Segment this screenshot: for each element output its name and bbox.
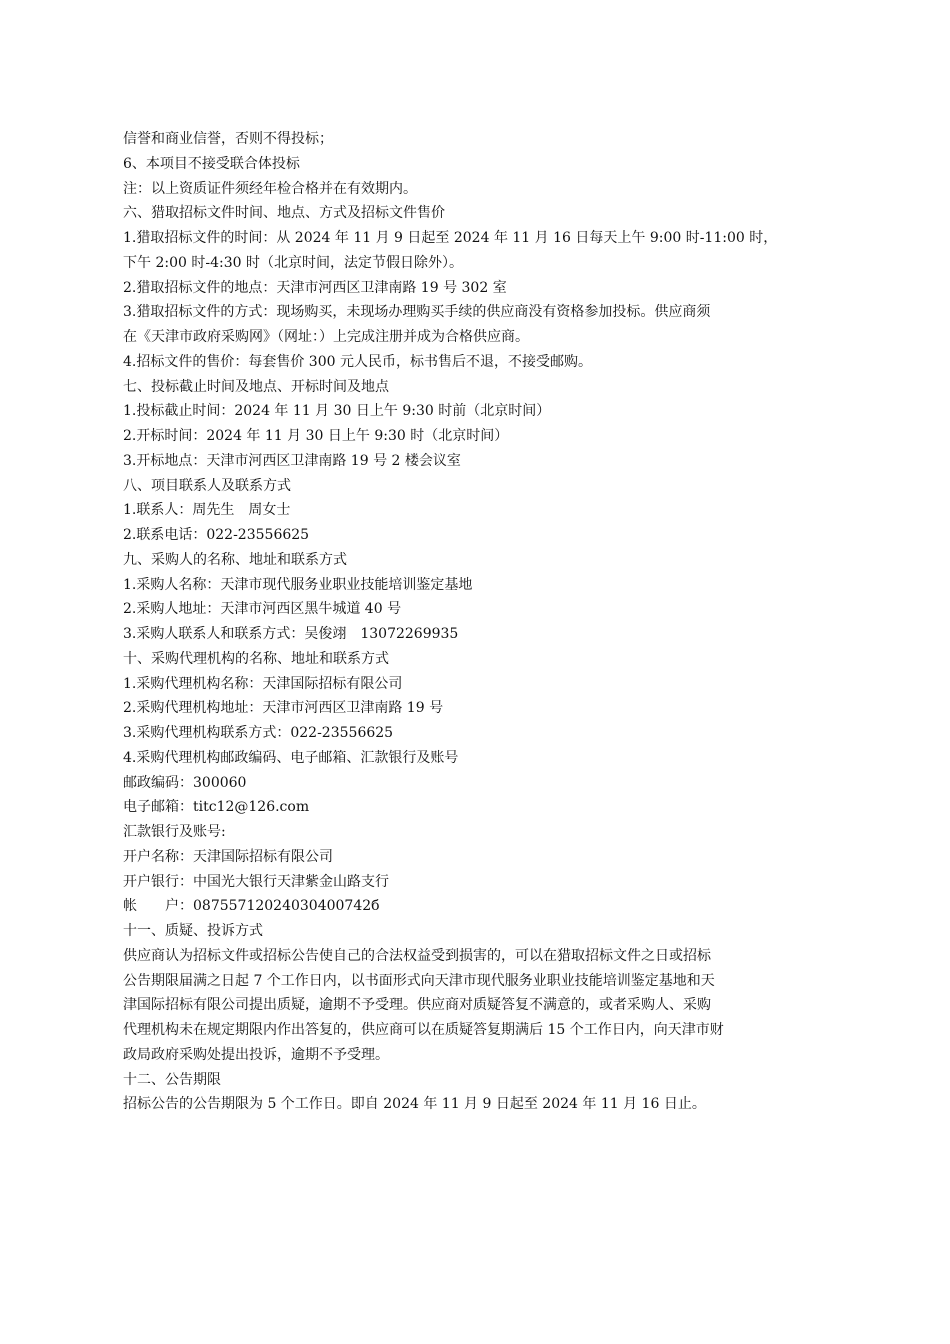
text-line: 1.投标截止时间：2024 年 11 月 30 日上午 9:30 时前（北京时间） bbox=[123, 403, 551, 420]
text-line: 信誉和商业信誉，否则不得投标； bbox=[123, 131, 333, 147]
section-heading: 九、采购人的名称、地址和联系方式 bbox=[123, 551, 347, 568]
section-heading: 十、采购代理机构的名称、地址和联系方式 bbox=[123, 650, 389, 667]
section-heading: 八、项目联系人及联系方式 bbox=[123, 477, 291, 494]
text-line: 3.猎取招标文件的方式：现场购买，未现场办理购买手续的供应商没有资格参加投标。供应商须 bbox=[123, 304, 711, 321]
text-line: 1.联系人：周先生 周女士 bbox=[123, 502, 291, 519]
section-heading: 十一、质疑、投诉方式 bbox=[123, 923, 263, 939]
text-line: 津国际招标有限公司提出质疑，逾期不予受理。供应商对质疑答复不满意的，或者采购人、采购 bbox=[123, 997, 711, 1014]
text-line: 政局政府采购处提出投诉，逾期不予受理。 bbox=[123, 1046, 389, 1063]
text-line: 4.采购代理机构邮政编码、电子邮箱、汇款银行及账号 bbox=[123, 749, 459, 766]
text-line: 开户银行：中国光大银行天津紫金山路支行 bbox=[123, 873, 389, 890]
text-line: 3.采购人联系人和联系方式：吴俊翊 13072269935 bbox=[123, 626, 459, 642]
text-line: 注：以上资质证件须经年检合格并在有效期内。 bbox=[123, 180, 417, 197]
text-line: 下午 2:00 时-4:30 时（北京时间，法定节假日除外）。 bbox=[123, 254, 463, 271]
section-heading: 十二、公告期限 bbox=[123, 1071, 221, 1088]
section-heading: 七、投标截止时间及地点、开标时间及地点 bbox=[123, 378, 389, 395]
text-line: 汇款银行及账号: bbox=[123, 824, 226, 840]
text-line: 3.开标地点：天津市河西区卫津南路 19 号 2 楼会议室 bbox=[123, 452, 461, 469]
text-line: 在《天津市政府采购网》（网址：）上完成注册并成为合格供应商。 bbox=[123, 329, 529, 345]
text-line: 2.联系电话：022-23556625 bbox=[123, 527, 310, 543]
text-line: 邮政编码：300060 bbox=[123, 774, 247, 791]
text-line: 6、本项目不接受联合体投标 bbox=[123, 155, 300, 172]
section-heading: 六、猎取招标文件时间、地点、方式及招标文件售价 bbox=[123, 205, 445, 222]
text-line: 1.采购代理机构名称：天津国际招标有限公司 bbox=[123, 675, 403, 692]
text-line: 2.采购人地址：天津市河西区黑牛城道 40 号 bbox=[123, 601, 402, 618]
text-line: 招标公告的公告期限为 5 个工作日。即自 2024 年 11 月 9 日起至 2024 年 11 月 16 日止。 bbox=[123, 1096, 706, 1113]
text-line: 供应商认为招标文件或招标公告使自己的合法权益受到损害的，可以在猎取招标文件之日或招标 bbox=[123, 947, 711, 964]
text-line: 4.招标文件的售价：每套售价 300 元人民币，标书售后不退，不接受邮购。 bbox=[123, 353, 592, 370]
text-line: 2.开标时间：2024 年 11 月 30 日上午 9:30 时（北京时间） bbox=[123, 428, 509, 444]
text-line: 电子邮箱：titc12@126.com bbox=[123, 799, 310, 816]
text-line: 2.猎取招标文件的地点：天津市河西区卫津南路 19 号 302 室 bbox=[123, 279, 507, 296]
text-line: 帐 户：08755712024030400742б bbox=[123, 898, 380, 915]
text-line: 开户名称：天津国际招标有限公司 bbox=[123, 848, 333, 865]
text-line: 公告期限届满之日起 7 个工作日内，以书面形式向天津市现代服务业职业技能培训鉴定基地和天 bbox=[123, 972, 715, 989]
text-line: 代理机构未在规定期限内作出答复的，供应商可以在质疑答复期满后 15 个工作日内，向天津市财 bbox=[123, 1022, 724, 1038]
text-line: 1.猎取招标文件的时间：从 2024 年 11 月 9 日起至 2024 年 11 月 16 日每天上午 9:00 时-11:00 时， bbox=[123, 230, 778, 246]
text-line: 1.采购人名称：天津市现代服务业职业技能培训鉴定基地 bbox=[123, 576, 473, 593]
text-line: 2.采购代理机构地址：天津市河西区卫津南路 19 号 bbox=[123, 700, 444, 717]
text-line: 3.采购代理机构联系方式：022-23556625 bbox=[123, 725, 394, 741]
document-body bbox=[123, 127, 835, 1117]
